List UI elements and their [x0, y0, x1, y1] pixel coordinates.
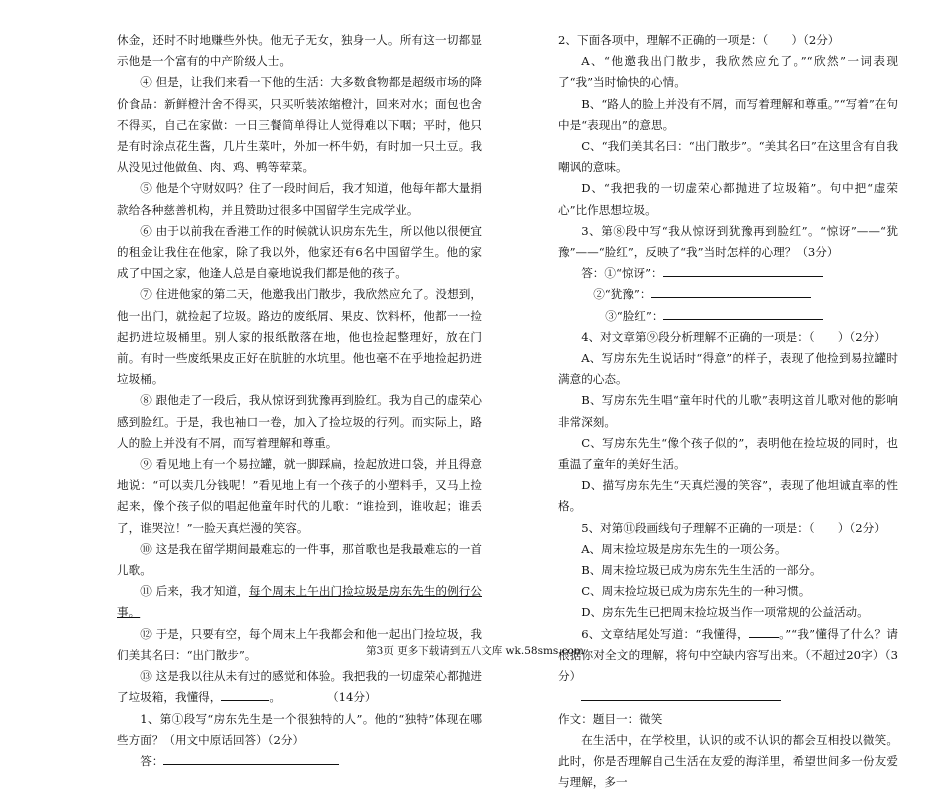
- underlined-sentence: 每个周末上午出门捡垃圾是房东先生的例行公事。: [117, 584, 482, 620]
- option-4c: C、写房东先生“像个孩子似的”，表明他在捡垃圾的同时，也重温了童年的美好生活。: [558, 435, 898, 472]
- answer-line[interactable]: [651, 285, 811, 298]
- question-2: 2、下面各项中，理解不正确的一项是：（ ）（2分）: [558, 33, 840, 47]
- question-4: 4、对文章第⑨段分析理解不正确的一项是：（ ）（2分）: [581, 329, 886, 344]
- fill-blank[interactable]: [221, 688, 269, 701]
- answer-line[interactable]: [163, 752, 339, 765]
- score-label: （14分）: [326, 690, 377, 705]
- question-3-answer-3: [558, 306, 898, 327]
- essay-prompt: 在生活中，在学校里，认识的或不认识的都会互相投以微笑。此时，你是否理解自己生活在友爱的海洋里，希望世间多一份友爱与理解，多一: [558, 732, 898, 790]
- paragraph-13: [117, 666, 482, 708]
- question-5: 5、对第⑪段画线句子理解不正确的一项是：（ ）（2分）: [581, 520, 886, 535]
- option-5c: C、周末捡垃圾已成为房东先生的一种习惯。: [581, 584, 811, 599]
- question-1-answer: [117, 751, 482, 772]
- question-3-answer-2: [558, 284, 898, 305]
- page-footer: 第3页 更多下载请到五八文库 wk.58sms.com: [366, 645, 584, 657]
- right-column: [558, 30, 898, 793]
- question-1: 1、第①段写“房东先生是一个很独特的人”。他的“独特”体现在哪些方面？（用文中原话回答）（2分）: [117, 711, 482, 747]
- paragraph-7: ⑦ 住进他家的第二天，他邀我出门散步，我欣然应允了。没想到，他一出门，就捡起了垃圾。路边的废纸屑、果皮、饮料杯，他都一一捡起扔进垃圾桶里。别人家的报纸散落在地，他也捡起整理好，放在门前。有时一些废纸果皮正好在肮脏的水坑里。他也毫不在乎地捡起扔进垃圾桶。: [117, 287, 482, 387]
- question-6-text-end: 。”“我”懂得了什么？请根据你对全文的理解，将句中空缺内容写出来。（不超过20字）（3分）: [558, 626, 898, 684]
- question-3-answer-1: [558, 263, 898, 284]
- question-3: 3、第⑧段中写“我从惊讶到犹豫再到脸红”。“惊讶”——“犹豫”——“脸红”，反映了“我”当时怎样的心理？（3分）: [558, 223, 898, 260]
- paragraph-11: [117, 581, 482, 623]
- paragraph-10: ⑩ 这是我在留学期间最难忘的一件事，那首歌也是我最难忘的一首儿歌。: [117, 541, 482, 578]
- option-2b: B、“路人的脸上并没有不屑，而写着理解和尊重。”“写着”在句中是“表现出”的意思。: [558, 96, 898, 132]
- paragraph-13-end: 。: [269, 690, 281, 705]
- answer-line[interactable]: [663, 307, 823, 320]
- answer-line[interactable]: [663, 264, 823, 277]
- option-4d: D、描写房东先生“天真烂漫的笑容”，表现了他坦诚直率的性格。: [558, 478, 898, 514]
- option-2a: A、“他邀我出门散步，我欣然应允了。”“欣然”一词表现了“我”当时愉快的心情。: [558, 54, 898, 90]
- paragraph-6: ⑥ 由于以前我在香港工作的时候就认识房东先生，所以他以很便宜的租金让我住在他家，除了我以外，他家还有6名中国留学生。他的家成了中国之家，他逢人总是自豪地说我们都是他的孩子。: [117, 223, 482, 281]
- answer-label: 答：: [140, 753, 164, 768]
- question-6-text: 6、文章结尾处写道：“我懂得，: [581, 626, 749, 641]
- paragraph-12: ⑫ 于是，只要有空，每个周末上午我都会和他一起出门捡垃圾，我们美其名曰：“出门散步”。: [117, 626, 482, 662]
- paragraph-continuation: 休金，还时不时地赚些外快。他无子无女，独身一人。所有这一切都显示他是一个富有的中产阶级人士。: [117, 33, 482, 69]
- essay-title: 作文：题目一：微笑: [558, 711, 663, 726]
- answer-label: ③“脸红”：: [605, 308, 664, 323]
- option-2c: C、“我们美其名曰：“出门散步”。“美其名曰”在这里含有自我嘲讽的意味。: [558, 139, 898, 175]
- option-5a: A、周末捡垃圾是房东先生的一项公务。: [581, 541, 787, 556]
- option-4b: B、写房东先生唱“童年时代的儿歌”表明这首儿歌对他的影响非常深刻。: [558, 393, 898, 429]
- option-5d: D、房东先生已把周末捡垃圾当作一项常规的公益活动。: [581, 605, 869, 620]
- paragraph-13-text: ⑬ 这是我以往从未有过的感觉和体验。我把我的一切虚荣心都抛进了垃圾箱，我懂得，: [117, 669, 482, 705]
- fill-blank[interactable]: [749, 625, 779, 638]
- question-6-answer: [558, 687, 898, 708]
- answer-line[interactable]: [581, 688, 781, 701]
- paragraph-4: ④ 但是，让我们来看一下他的生活：大多数食物都是超级市场的降价食品：新鲜橙汁舍不得买，只买听装浓缩橙汁，回来对水；面包也舍不得买，自己在家做：一日三餐简单得让人觉得难以下咽；平时，他只是有时涂点花生酱，几片生菜叶，外加一杯牛奶，有时加一只土豆。我从没见过他做鱼、肉、鸡、鸭等荤菜。: [117, 75, 482, 175]
- paragraph-8: ⑧ 跟他走了一段后，我从惊讶到犹豫再到脸红。我为自己的虚荣心感到脸红。于是，我也袖口一卷，加入了捡垃圾的行列。而实际上，路人的脸上并没有不屑，而写着理解和尊重。: [117, 393, 482, 450]
- paragraph-5: ⑤ 他是个守财奴吗？住了一段时间后，我才知道，他每年都大量捐款给各种慈善机构，并且赞助过很多中国留学生完成学业。: [117, 181, 482, 217]
- left-column: [117, 30, 482, 772]
- paragraph-9: ⑨ 看见地上有一个易拉罐，就一脚踩扁，捡起放进口袋，并且得意地说：“可以卖几分钱呢！”看见地上有一个孩子的小塑料手，又马上捡起来，像个孩子似的唱起他童年时代的儿歌：“谁捡到，谁收起；谁丢了，谁哭泣！”一脸天真烂漫的笑容。: [117, 457, 482, 535]
- option-2d: D、“我把我的一切虚荣心都抛进了垃圾箱”。句中把“虚荣心”比作思想垃圾。: [558, 181, 898, 217]
- paragraph-11-text: ⑪ 后来，我才知道，: [140, 584, 249, 599]
- answer-label: 答：①“惊讶”：: [581, 266, 663, 281]
- answer-label: ②“犹豫”：: [593, 287, 652, 302]
- option-4a: A、写房东先生说话时“得意”的样子，表现了他捡到易拉罐时满意的心态。: [558, 351, 898, 387]
- option-5b: B、周末捡垃圾已成为房东先生生活的一部分。: [581, 563, 822, 578]
